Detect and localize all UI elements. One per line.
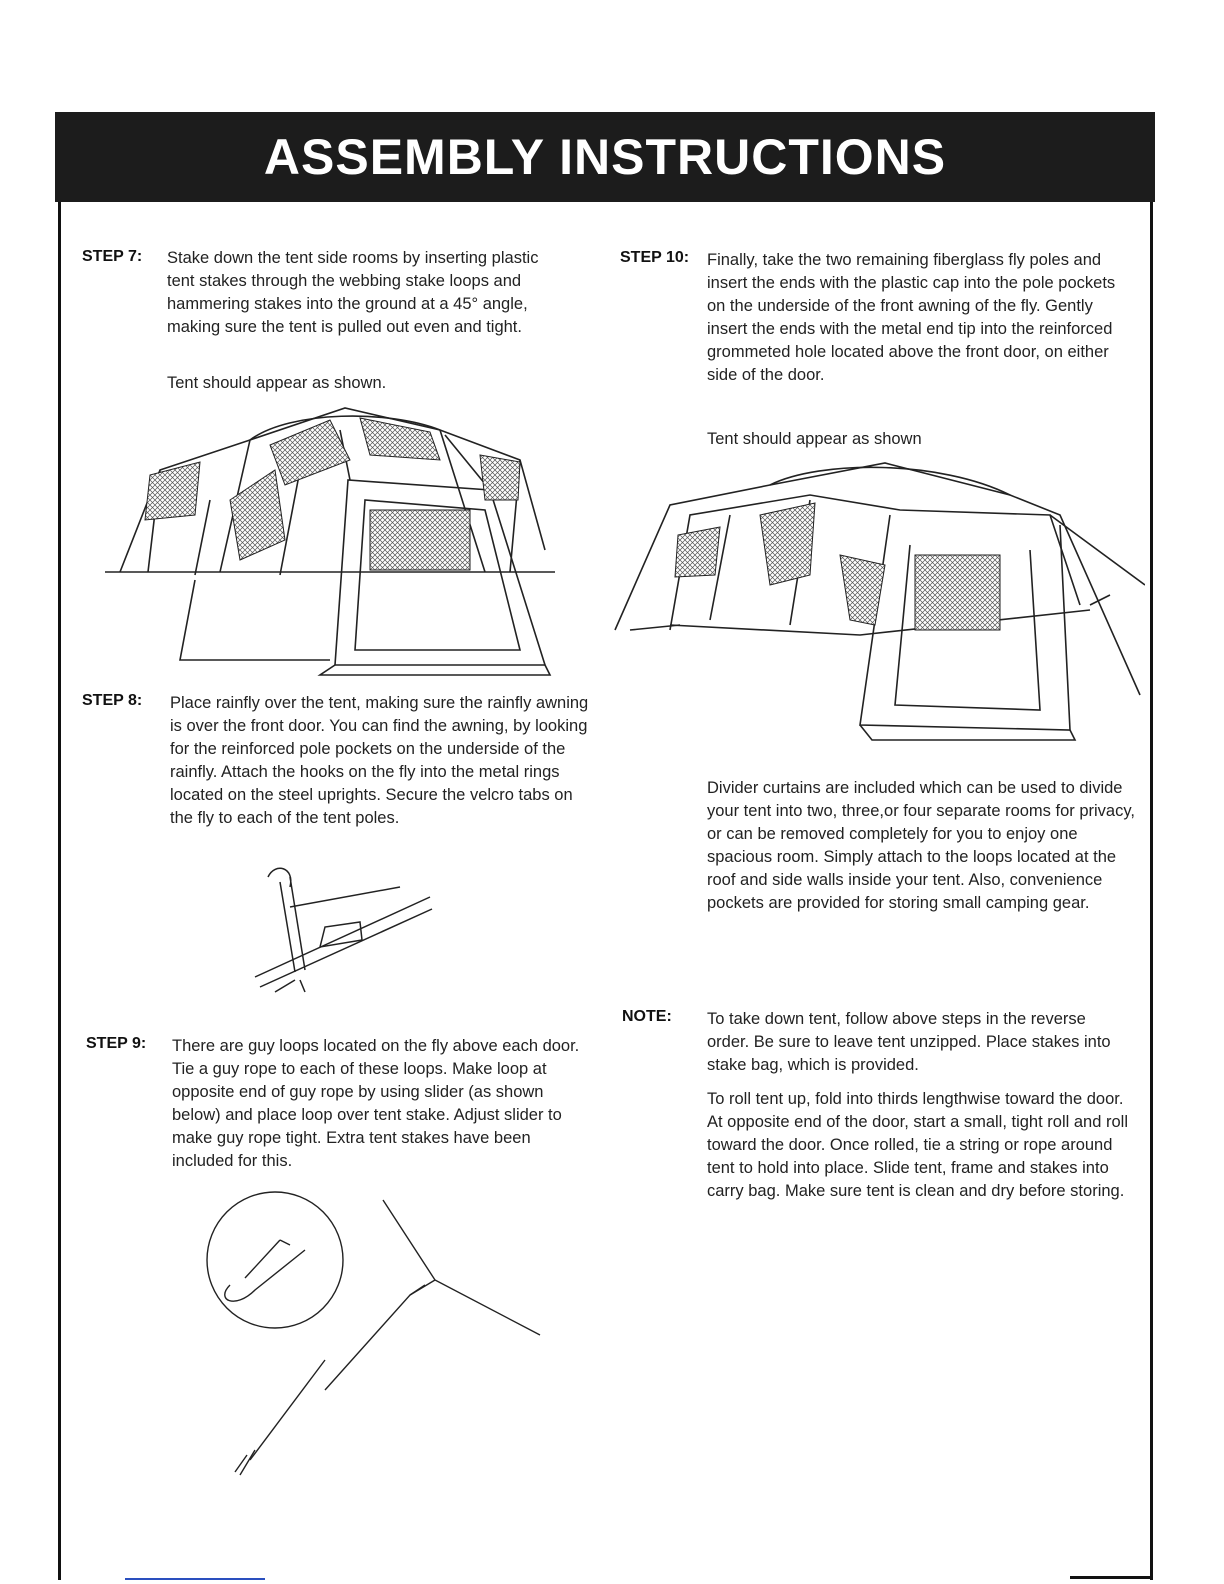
page-title: ASSEMBLY INSTRUCTIONS: [263, 129, 947, 185]
rainfly-hook-illustration: [250, 862, 435, 997]
note-text-2: To roll tent up, fold into thirds lengthwise toward the door. At opposite end of the door, start a small, tight roll and roll toward the door. Once rolled, tie a string or rope around tent to hold into place. Slide tent, frame and stakes into carry bag. Make sure tent is clean and dry before storing.: [707, 1090, 1128, 1200]
tent-staked-illustration: [100, 400, 560, 685]
page-border-bottom: [1070, 1576, 1152, 1579]
step-7-note: Tent should appear as shown.: [167, 374, 387, 392]
step-9-text: There are guy loops located on the fly above each door. Tie a guy rope to each of these loops. Make loop at opposite end of guy rope by using slider (as shown below) and place loop over tent stake. Adjust slider to make guy rope tight. Extra tent stakes have been included for this.: [172, 1037, 580, 1170]
page-border-right: [1150, 200, 1153, 1580]
tent-with-fly-illustration: [610, 455, 1145, 745]
step-7-label: STEP 7:: [82, 248, 143, 265]
note-label: NOTE:: [622, 1008, 672, 1025]
page-border-left: [58, 200, 61, 1580]
step-8-label: STEP 8:: [82, 692, 143, 709]
step-10-label: STEP 10:: [620, 249, 690, 266]
note-text-1: To take down tent, follow above steps in the reverse order. Be sure to leave tent unzipped. Place stakes into stake bag, which is provided.: [707, 1010, 1111, 1074]
step-8-text: Place rainfly over the tent, making sure the rainfly awning is over the front door. You can find the awning, by looking for the reinforced pole pockets on the underside of the rainfly. Attach the hooks on the fly into the metal rings located on the steel uprights. Secure the velcro tabs on the fly to each of the tent poles.: [170, 694, 589, 827]
footer-rule: [125, 1578, 265, 1580]
guy-rope-slider-illustration: [195, 1190, 555, 1485]
step-10-text: Finally, take the two remaining fiberglass fly poles and insert the ends with the plastic cap into the pole pockets on the underside of the front awning of the fly. Gently insert the ends with the metal end tip into the reinforced grommeted hole located above the front door, on either side of the door.: [707, 251, 1116, 384]
divider-curtains-text: Divider curtains are included which can be used to divide your tent into two, three,or four separate rooms for privacy, or can be removed completely for you to enjoy one spacious room. Simply attach to the loops located at the roof and side walls inside your tent. Also, convenience pockets are provided for storing small camping gear.: [707, 779, 1135, 912]
step-10-note: Tent should appear as shown: [707, 430, 922, 448]
step-7-text: Stake down the tent side rooms by inserting plastic tent stakes through the webbing stake loops and hammering stakes into the ground at a 45° angle, making sure the tent is pulled out even and tight.: [167, 249, 539, 336]
header-banner: [55, 112, 1155, 202]
step-9-label: STEP 9:: [86, 1035, 147, 1052]
